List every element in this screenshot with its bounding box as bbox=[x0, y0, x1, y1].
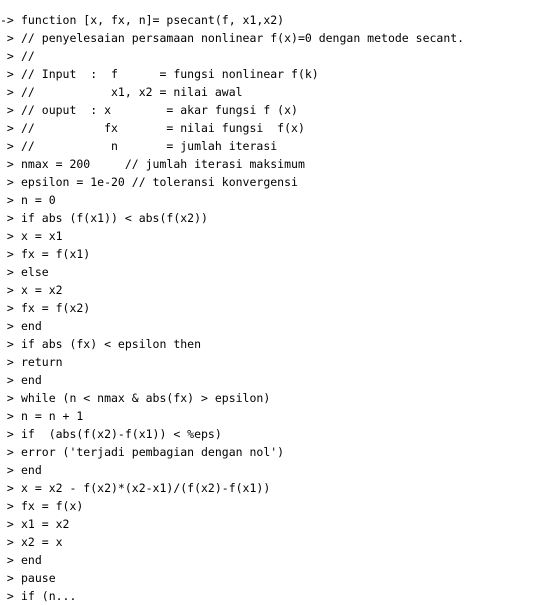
code-text: nmax = 200 // jumlah iterasi maksimum bbox=[21, 157, 305, 171]
console-prompt: > bbox=[0, 85, 14, 99]
console-line bbox=[0, 101, 557, 119]
code-text: pause bbox=[21, 571, 56, 585]
code-text: epsilon = 1e-20 // toleransi konvergensi bbox=[21, 175, 298, 189]
console-output[interactable] bbox=[0, 11, 557, 603]
code-text: fx = f(x) bbox=[21, 499, 84, 513]
console-line bbox=[0, 515, 557, 533]
console-prompt: > bbox=[0, 391, 14, 405]
code-text: fx = f(x1) bbox=[21, 247, 91, 261]
code-text: if (abs(f(x2)-f(x1)) < %eps) bbox=[21, 427, 222, 441]
code-text: else bbox=[21, 265, 49, 279]
console-line bbox=[0, 569, 557, 587]
code-text: x = x2 - f(x2)*(x2-x1)/(f(x2)-f(x1)) bbox=[21, 481, 271, 495]
code-text: x = x1 bbox=[21, 229, 63, 243]
console-line bbox=[0, 533, 557, 551]
console-line bbox=[0, 317, 557, 335]
code-text: return bbox=[21, 355, 63, 369]
console-line bbox=[0, 11, 557, 29]
console-prompt: > bbox=[0, 535, 14, 549]
code-text: // x1, x2 = nilai awal bbox=[21, 85, 243, 99]
console-prompt: > bbox=[0, 211, 14, 225]
console-prompt: > bbox=[0, 175, 14, 189]
code-text: x = x2 bbox=[21, 283, 63, 297]
console-line bbox=[0, 263, 557, 281]
console-line bbox=[0, 191, 557, 209]
console-prompt: > bbox=[0, 157, 14, 171]
console-prompt: > bbox=[0, 31, 14, 45]
code-text: if abs (fx) < epsilon then bbox=[21, 337, 202, 351]
code-text: end bbox=[21, 373, 42, 387]
console-line bbox=[0, 479, 557, 497]
code-text: if abs (f(x1)) < abs(f(x2)) bbox=[21, 211, 208, 225]
console-line bbox=[0, 173, 557, 191]
code-text: end bbox=[21, 463, 42, 477]
console-prompt: > bbox=[0, 463, 14, 477]
console-line bbox=[0, 353, 557, 371]
console-line bbox=[0, 227, 557, 245]
code-text: end bbox=[21, 553, 42, 567]
console-prompt: > bbox=[0, 265, 14, 279]
console-line bbox=[0, 47, 557, 65]
console-prompt: > bbox=[0, 319, 14, 333]
code-text: // n = jumlah iterasi bbox=[21, 139, 278, 153]
console-prompt: > bbox=[0, 67, 14, 81]
code-text: while (n < nmax & abs(fx) > epsilon) bbox=[21, 391, 271, 405]
console-line bbox=[0, 371, 557, 389]
console-line bbox=[0, 587, 557, 605]
console-prompt: > bbox=[0, 49, 14, 63]
code-text: function [x, fx, n]= psecant(f, x1,x2) bbox=[21, 13, 285, 27]
code-text: if (n... bbox=[21, 589, 77, 603]
console-line bbox=[0, 425, 557, 443]
console-prompt: > bbox=[0, 139, 14, 153]
code-text: // bbox=[21, 49, 35, 63]
console-prompt: -> bbox=[0, 13, 14, 27]
code-text: fx = f(x2) bbox=[21, 301, 91, 315]
console-prompt: > bbox=[0, 589, 14, 603]
console-line bbox=[0, 65, 557, 83]
console-prompt: > bbox=[0, 445, 14, 459]
console-line bbox=[0, 155, 557, 173]
console-prompt: > bbox=[0, 247, 14, 261]
console-prompt: > bbox=[0, 571, 14, 585]
code-text: // Input : f = fungsi nonlinear f(k) bbox=[21, 67, 319, 81]
console-line bbox=[0, 137, 557, 155]
console-prompt: > bbox=[0, 355, 14, 369]
console-prompt: > bbox=[0, 553, 14, 567]
code-text: // fx = nilai fungsi f(x) bbox=[21, 121, 305, 135]
console-prompt: > bbox=[0, 499, 14, 513]
code-text: n = n + 1 bbox=[21, 409, 84, 423]
console-line bbox=[0, 461, 557, 479]
console-prompt: > bbox=[0, 427, 14, 441]
code-text: error ('terjadi pembagian dengan nol') bbox=[21, 445, 285, 459]
console-line bbox=[0, 407, 557, 425]
code-text: x1 = x2 bbox=[21, 517, 70, 531]
code-text: end bbox=[21, 319, 42, 333]
console-prompt: > bbox=[0, 121, 14, 135]
console-line bbox=[0, 299, 557, 317]
code-text: n = 0 bbox=[21, 193, 56, 207]
console-prompt: > bbox=[0, 373, 14, 387]
console-prompt: > bbox=[0, 517, 14, 531]
console-line bbox=[0, 83, 557, 101]
console-line bbox=[0, 443, 557, 461]
console-line bbox=[0, 497, 557, 515]
code-text: x2 = x bbox=[21, 535, 63, 549]
console-line bbox=[0, 245, 557, 263]
console-line bbox=[0, 551, 557, 569]
console-prompt: > bbox=[0, 283, 14, 297]
console-prompt: > bbox=[0, 409, 14, 423]
console-line bbox=[0, 335, 557, 353]
console-prompt: > bbox=[0, 337, 14, 351]
console-line bbox=[0, 119, 557, 137]
console-prompt: > bbox=[0, 229, 14, 243]
code-text: // ouput : x = akar fungsi f (x) bbox=[21, 103, 298, 117]
console-prompt: > bbox=[0, 481, 14, 495]
code-text: // penyelesaian persamaan nonlinear f(x)=0 dengan metode secant. bbox=[21, 31, 465, 45]
console-line bbox=[0, 281, 557, 299]
console-line bbox=[0, 29, 557, 47]
console-prompt: > bbox=[0, 193, 14, 207]
console-prompt: > bbox=[0, 301, 14, 315]
console-line bbox=[0, 389, 557, 407]
console-line bbox=[0, 209, 557, 227]
console-prompt: > bbox=[0, 103, 14, 117]
